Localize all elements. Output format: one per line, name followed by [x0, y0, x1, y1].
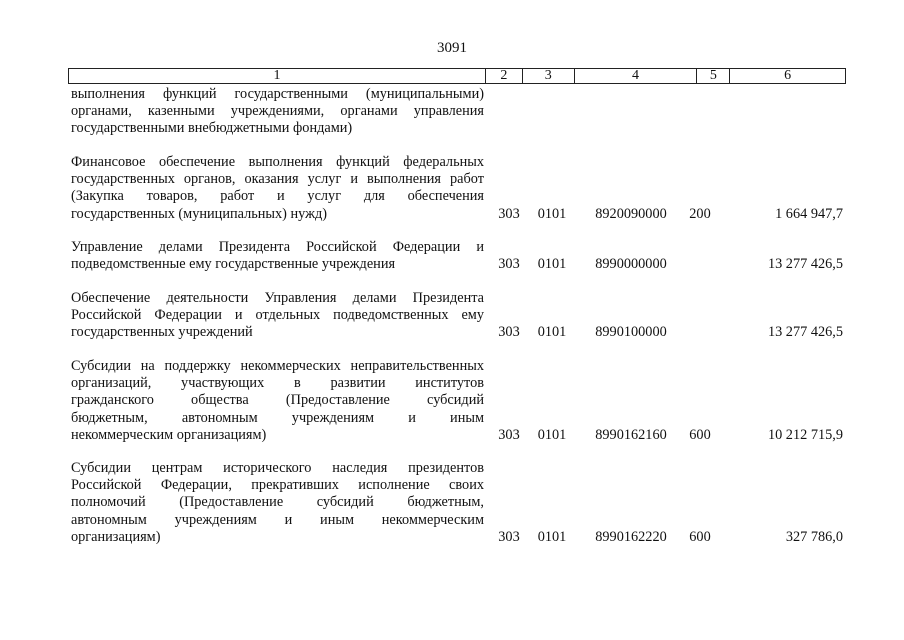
text-line: государственных органов, оказания услуг и выполнения работ — [71, 171, 484, 188]
header-col-2: 2 — [486, 69, 523, 83]
text-line: организациям) — [71, 528, 161, 545]
row-amount: 327 786,0 — [785, 528, 843, 545]
page-number: 3091 — [437, 40, 467, 56]
row-code-2: 303 — [498, 324, 520, 341]
text-line: некоммерческим организациям) — [71, 426, 267, 443]
text-line: Субсидии на поддержку некоммерческих неправительственных — [71, 358, 484, 374]
row-code-3: 0101 — [537, 528, 567, 545]
row-amount: 1 664 947,7 — [775, 205, 843, 222]
header-col-4: 4 — [575, 69, 698, 83]
row-code-5: 200 — [689, 205, 711, 222]
row-code-4: 8920090000 — [595, 205, 667, 222]
header-col-6: 6 — [784, 68, 792, 83]
row-code-4: 8990162220 — [595, 528, 667, 545]
row-description — [71, 290, 484, 342]
row-amount: 10 212 715,9 — [767, 426, 843, 443]
text-line: бюджетным, автономным учреждениям и иным — [71, 409, 484, 426]
row-amount: 13 277 426,5 — [767, 324, 843, 341]
text-line: полномочий (Предоставление субсидий бюджетным, — [71, 494, 484, 511]
row-code-3: 0101 — [537, 324, 567, 341]
row-code-3: 0101 — [537, 426, 567, 443]
row-code-5: 600 — [689, 528, 711, 545]
row-code-4: 8990000000 — [595, 256, 667, 273]
row-code-3: 0101 — [537, 205, 567, 222]
row-code-2: 303 — [498, 528, 520, 545]
table-header — [68, 68, 846, 84]
text-line: автономным учреждениям и иным некоммерческим — [71, 511, 484, 528]
text-line: государственными внебюджетными фондами) — [71, 120, 353, 137]
header-col-5: 5 — [697, 69, 730, 83]
row-description — [71, 239, 484, 273]
text-line: Финансовое обеспечение выполнения функций федеральных — [71, 154, 484, 170]
text-line: Субсидии центрам исторического наследия президентов — [71, 460, 484, 476]
text-line: Обеспечение деятельности Управления делами Президента — [71, 290, 484, 306]
row-code-4: 8990100000 — [595, 324, 667, 341]
text-line: гражданского общества (Предоставление субсидий — [71, 392, 484, 409]
text-line: подведомственные ему государственные учреждения — [71, 256, 396, 273]
text-line: Российской Федерации, прекративших исполнение своих — [71, 477, 484, 494]
text-line: выполнения функций государственными (муниципальными) — [71, 86, 484, 102]
text-line: государственных (муниципальных) нужд) — [71, 205, 328, 222]
row-description — [71, 358, 484, 444]
text-line: государственных учреждений — [71, 324, 253, 341]
text-line: органами, казенными учреждениями, органами управления — [71, 103, 484, 120]
row-code-5: 600 — [689, 426, 711, 443]
text-line: (Закупка товаров, работ и услуг для обеспечения — [71, 188, 484, 205]
header-col-3: 3 — [523, 69, 575, 83]
row-code-2: 303 — [498, 205, 520, 222]
row-description — [71, 460, 484, 546]
row-code-2: 303 — [498, 426, 520, 443]
continuation-text — [71, 86, 484, 138]
row-code-2: 303 — [498, 256, 520, 273]
row-code-4: 8990162160 — [595, 426, 667, 443]
header-col-1: 1 — [69, 69, 486, 83]
row-code-3: 0101 — [537, 256, 567, 273]
text-line: Управление делами Президента Российской Федерации и — [71, 239, 484, 255]
row-amount: 13 277 426,5 — [767, 256, 843, 273]
text-line: Российской Федерации и отдельных подведомственных ему — [71, 307, 484, 324]
text-line: организаций, участвующих в развитии институтов — [71, 375, 484, 392]
row-description — [71, 154, 484, 223]
